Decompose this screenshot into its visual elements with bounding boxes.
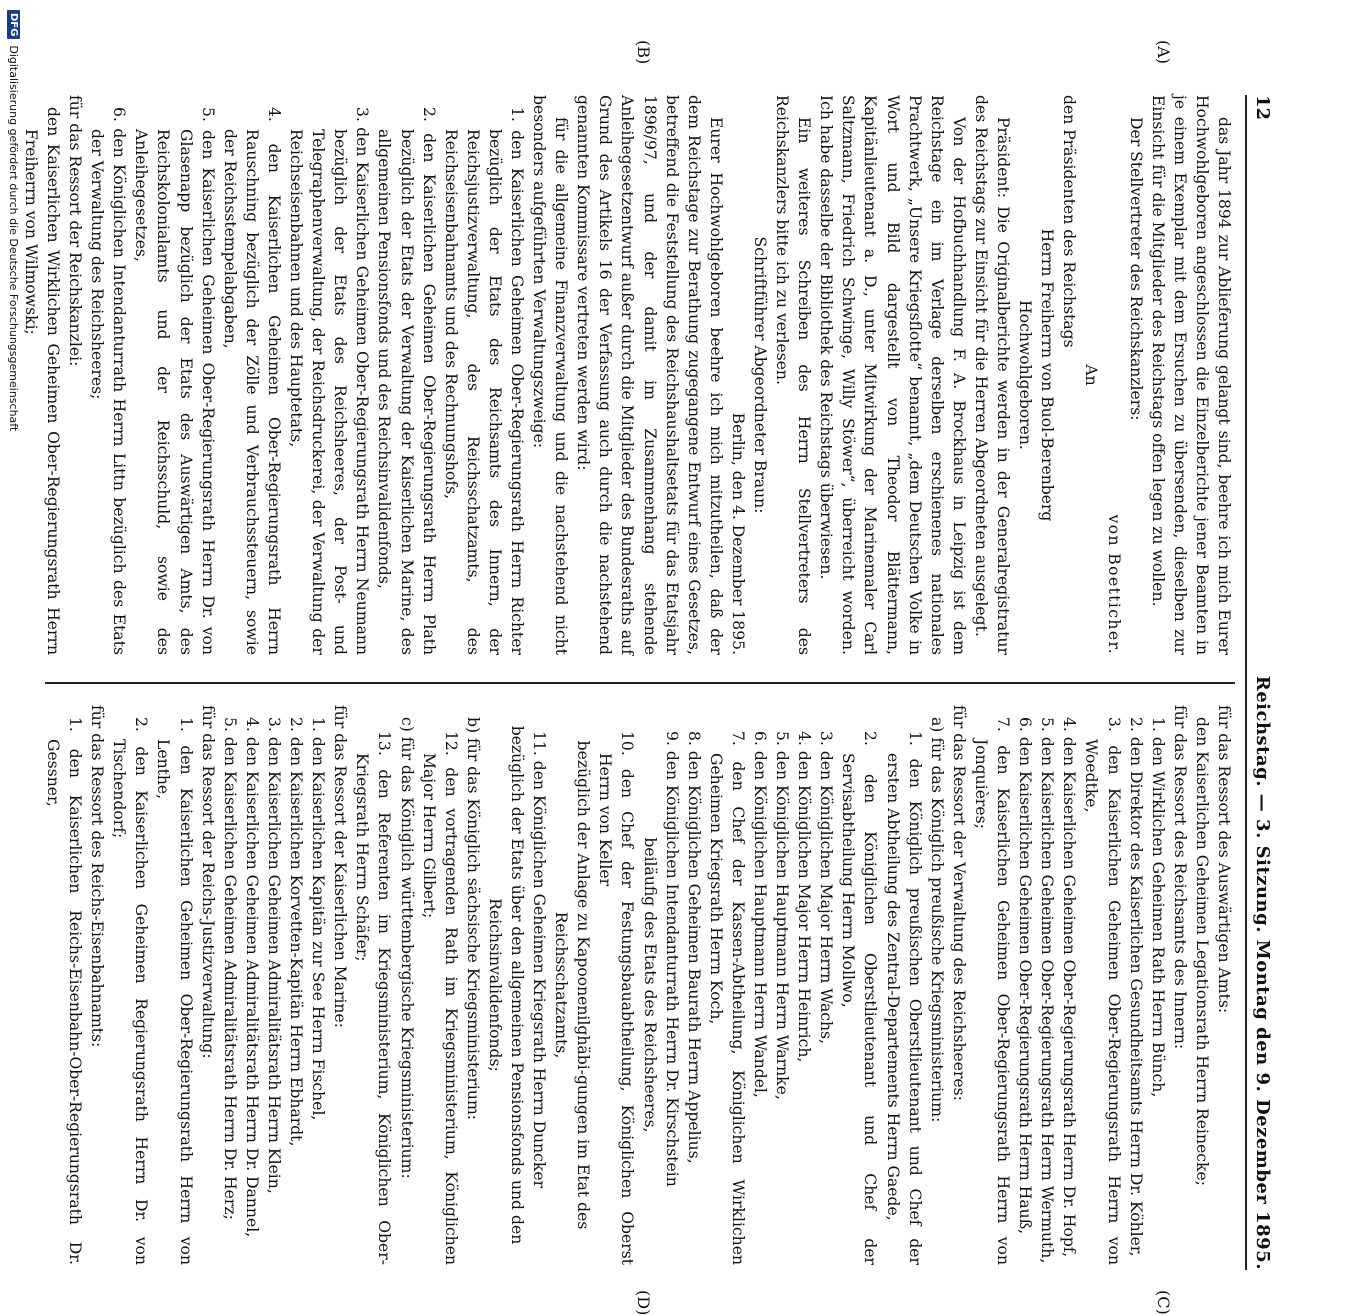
list-item: 1. den Wirklichen Geheimen Rath Herrn Bünch, — [1148, 717, 1167, 1098]
list-item: 2. den Kaiserlichen Geheimen Regierungsrath Herrn Dr. von Tischendorf; — [110, 717, 151, 1265]
list-item: 3. den Kaiserlichen Geheimen Ober-Regierungsrath Herrn Neumann bezüglich der Etats des Reichsheeres, der Post- und Telegraphenverwaltung, der Reichsdruckerei, der Verwaltung der Reichseisenbahnen und des Hauptetats, — [287, 107, 372, 655]
list-item: 13. den Referenten im Kriegsministerium, Königlichen Ober-Kriegsrath Herrn Schäfer; — [353, 731, 394, 1265]
list-item: 1. den Kaiserlichen Geheimen Ober-Regierungsrath Herrn von Lenthe, — [154, 717, 195, 1265]
margin-marker-b: (B) — [634, 40, 653, 65]
list-item: 2. den Kaiserlichen Geheimen Ober-Regierungsrath Herrn Plath bezüglich der Etats der Verwaltung der Kaiserlichen Marine, des allgemeinen Pensionsfonds und des Reichsinvalidenfonds, — [375, 107, 438, 655]
list-note: bezüglich der Etats über den allgemeinen Pensionsfonds und den Reichsinvalidenfonds; — [485, 725, 526, 1245]
list-note: beiläufig des Etats des Reichsheeres, — [640, 837, 659, 1133]
list-note: bezüglich der Anlage zu Kapoonenilghäbi-gungen im Etat des Reichsschatzamts, — [552, 740, 593, 1230]
list-item: 5. den Königlichen Hauptmann Herrn Warnke, — [773, 731, 792, 1100]
list-item: 1. den Königlich preußischen Oberstlieutenant und Chef der ersten Abtheilung des Zentral-Departements Herrn Gaede, — [883, 731, 924, 1265]
list-item: 4. den Kaiserlichen Geheimen Ober-Regierungsrath Herrn Dr. Hopf, — [1060, 717, 1079, 1258]
section-heading: für das Ressort der Verwaltung des Reichsheeres: — [949, 705, 968, 1101]
address-line: Hochwohlgeboren. — [1016, 300, 1035, 450]
subsection-heading: b) für das Königlich sächsische Kriegsministerium: — [463, 717, 482, 1120]
list-item: 2. den Königlichen Oberstlieutenant und Chef der Servisabtheilung Herrn Mollwo, — [839, 731, 880, 1265]
list-item: 5. den Kaiserlichen Geheimen Admiralitätsrath Herrn Dr. Herz; — [220, 717, 239, 1220]
list-item: 4. den Kaiserlichen Geheimen Ober-Regierungsrath Herrn Rauschning bezüglich der Zölle und Verbrauchssteuern, sowie der Reichsstempelabgaben, — [220, 107, 283, 655]
list-item: 7. den Chef der Kassen-Abtheilung, Königlichen Wirklichen Geheimen Kriegsrath Herrn Koch, — [706, 731, 747, 1265]
running-head — [1245, 95, 1273, 1270]
address-line: den Präsidenten des Reichstags — [1060, 95, 1079, 348]
list-item: 8. den Königlichen Geheimen Baurath Herrn Appelius, — [684, 731, 703, 1164]
dateline: Berlin, den 4. Dezember 1895. — [728, 412, 747, 655]
subsection-heading: c) für das Königlich württembergische Kriegsministerium: — [397, 717, 416, 1179]
list-item: 5. den Kaiserlichen Geheimen Ober-Regierungsrath Herrn Dr. von Glasenapp bezüglich der Etats des Auswärtigen Amts, des Reichskolonialamts und der Reichsschuld, sowie des Anleihegesetzes, — [132, 107, 217, 655]
paragraph: Ein weiteres Schreiben des Herrn Stellvertreters des Reichskanzlers bitte ich zu verlesen. — [773, 95, 814, 655]
credit-text: Digitalisierung gefördert durch die Deutsche Forschungsgemeinschaft — [7, 45, 21, 432]
list-item: 10. den Chef der Festungsbauabtheilung, Königlichen Oberst Herrn von Keller — [596, 731, 637, 1265]
section-heading: für das Ressort der Kaiserlichen Marine: — [331, 705, 350, 1028]
list-item: 3. den Kaiserlichen Geheimen Admiralitätsrath Herrn Klein, — [264, 717, 283, 1194]
section-heading: für das Ressort des Reichsamts des Innern: — [1170, 705, 1189, 1050]
list-item: 7. den Kaiserlichen Geheimen Ober-Regierungsrath Herrn von Jonquières; — [971, 717, 1013, 1265]
right-column — [45, 705, 1235, 1265]
list-item: 1. den Kaiserlichen Reichs-Eisenbahn-Ober-Regierungsrath Dr. Gessner, — [44, 717, 85, 1265]
list-item: 6. den Königlichen Intendanturrath Herrn Littn bezüglich des Etats der Verwaltung des Reichsheeres; — [88, 107, 129, 655]
list-item: 4. den Königlichen Major Herrn Heinrich, — [795, 731, 814, 1063]
signature-line: Der Stellvertreter des Reichskanzlers: — [1126, 117, 1145, 421]
list-item: 11. den Königlichen Geheimen Kriegsrath Herrn Duncker — [530, 731, 549, 1189]
digitization-credit — [5, 0, 23, 1010]
signature-name: von Boetticher. — [1104, 514, 1123, 655]
list-item: 3. den Kaiserlichen Geheimen Ober-Regierungsrath Herrn von Woedtke, — [1082, 717, 1123, 1265]
list-item: 9. den Königlichen Intendanturrath Herrn Dr. Kirschstein — [662, 731, 681, 1187]
list-item: 6. den Königlichen Hauptmann Herrn Wandel, — [751, 731, 770, 1098]
list-item: 2. den Kaiserlichen Korvetten-Kapitän Herrn Ebhardt, — [287, 717, 306, 1147]
section-heading: für das Ressort der Reichskanzlei: — [66, 95, 85, 367]
margin-marker-d: (D) — [634, 1290, 653, 1315]
dfg-logo: DFG — [8, 10, 21, 39]
section-heading: für das Ressort des Auswärtigen Amts: — [1215, 705, 1233, 1014]
left-column — [21, 95, 1235, 655]
subsection-heading: a) für das Königlich preußische Kriegsministerium: — [927, 717, 946, 1123]
list-item: 1. den Kaiserlichen Geheimen Ober-Regierungsrath Herrn Richter bezüglich der Etats des Reichsamts des Innern, der Reichsjustizverwaltung, des Reichsschatzamts, des Reichseisenbahnamts und des Rechnungshofs, — [441, 107, 526, 655]
paragraph: Von der Hofbuchhandlung F. A. Brockhaus in Leipzig ist dem Reichstage ein im Verlage derselben erschienenes nationales Prachtwerk, „Unsere Kriegsflotte“ benannt, „dem Deutschen Volke in Wort und Bild dargestellt von Theodor Blättermann, Kapitänlieutenant a. D., unter Mitwirkung der Marinemaler Carl Saltzmann, Friedrich Schwinge, Willy Stöwer“, überreicht worden. Ich habe dasselbe der Bibliothek des Reichstags überwiesen. — [817, 95, 968, 655]
column-divider — [45, 682, 1235, 684]
address-line: Herrn Freiherrn von Buol-Berenberg — [1038, 228, 1057, 522]
list-item: den Kaiserlichen Wirklichen Geheimen Ober-Regierungsrath Herrn Freiherrn von Wilmowski; — [21, 107, 63, 655]
list-item: 3. den Königlichen Major Herrn Wachs, — [817, 731, 836, 1044]
list-item: 4. den Kaiserlichen Geheimen Admiralitätsrath Herrn Dr. Dannel, — [242, 717, 261, 1238]
section-heading: für das Ressort der Reichs-Justizverwaltung: — [198, 705, 217, 1059]
list-item: den Kaiserlichen Geheimen Legationsrath Herrn Reinecke; — [1192, 717, 1211, 1186]
list-item: 5. den Kaiserlichen Geheimen Ober-Regierungsrath Herrn Wermuth, — [1038, 717, 1057, 1264]
list-item: 12. den vortragenden Rath im Kriegsministerium, Königlichen Major Herrn Gilbert; — [419, 731, 460, 1265]
speaker-line: Schriftführer Abgeordneter Braun: — [751, 236, 770, 514]
list-item: 6. den Kaiserlichen Geheimen Ober-Regierungsrath Herrn Hauß, — [1016, 717, 1035, 1235]
running-title: Reichstag. — 3. Sitzung. Montag den 9. Dezember 1895. — [1252, 675, 1273, 1270]
paragraph: Eurer Hochwohlgeboren beehre ich mich mitzutheilen, daß der dem Reichstage zur Berathung zugegangene Entwurf eines Gesetzes, betreffend die Feststellung des Reichshaushaltsetats für das Etatsjahr 1896/97, und der damit im Zusammenhang stehende Anleihegesetzentwurf außer durch die Mitglieder des Bundesraths auf Grund des Artikels 16 der Verfassung auch durch die nachstehend genannten Kommissare vertreten werden wird: — [574, 95, 725, 655]
margin-marker-c: (C) — [1154, 1290, 1173, 1315]
paragraph: für die allgemeine Finanzverwaltung und die nachstehend nicht besonders aufgeführten Verwaltungszweige: — [530, 95, 571, 655]
section-heading: für das Ressort des Reichs-Eisenbahnamts: — [88, 705, 107, 1048]
paragraph: Präsident: Die Originalberichte werden in der Generalregistratur des Reichstags zur Einsicht für die Herren Abgeordneten ausgelegt. — [971, 95, 1013, 655]
page-number: 12 — [1252, 95, 1273, 121]
address-line: An — [1082, 364, 1101, 386]
margin-marker-a: (A) — [1154, 40, 1173, 65]
paragraph: das Jahr 1894 zur Ablieferung gelangt sind, beehre ich mich Eurer Hochwohlgeboren angeschlossen die Einzelberichte jener Beamten in je einem Exemplar mit dem Ersuchen zu übersenden, dieselben zur Einsicht für die Mitglieder des Reichstags offen legen zu wollen. — [1148, 95, 1233, 655]
list-item: 2. den Direktor des Kaiserlichen Gesundheitsamts Herrn Dr. Köhler, — [1126, 717, 1145, 1257]
list-item: 1. den Kaiserlichen Kapitän zur See Herrn Fischel, — [309, 717, 328, 1121]
